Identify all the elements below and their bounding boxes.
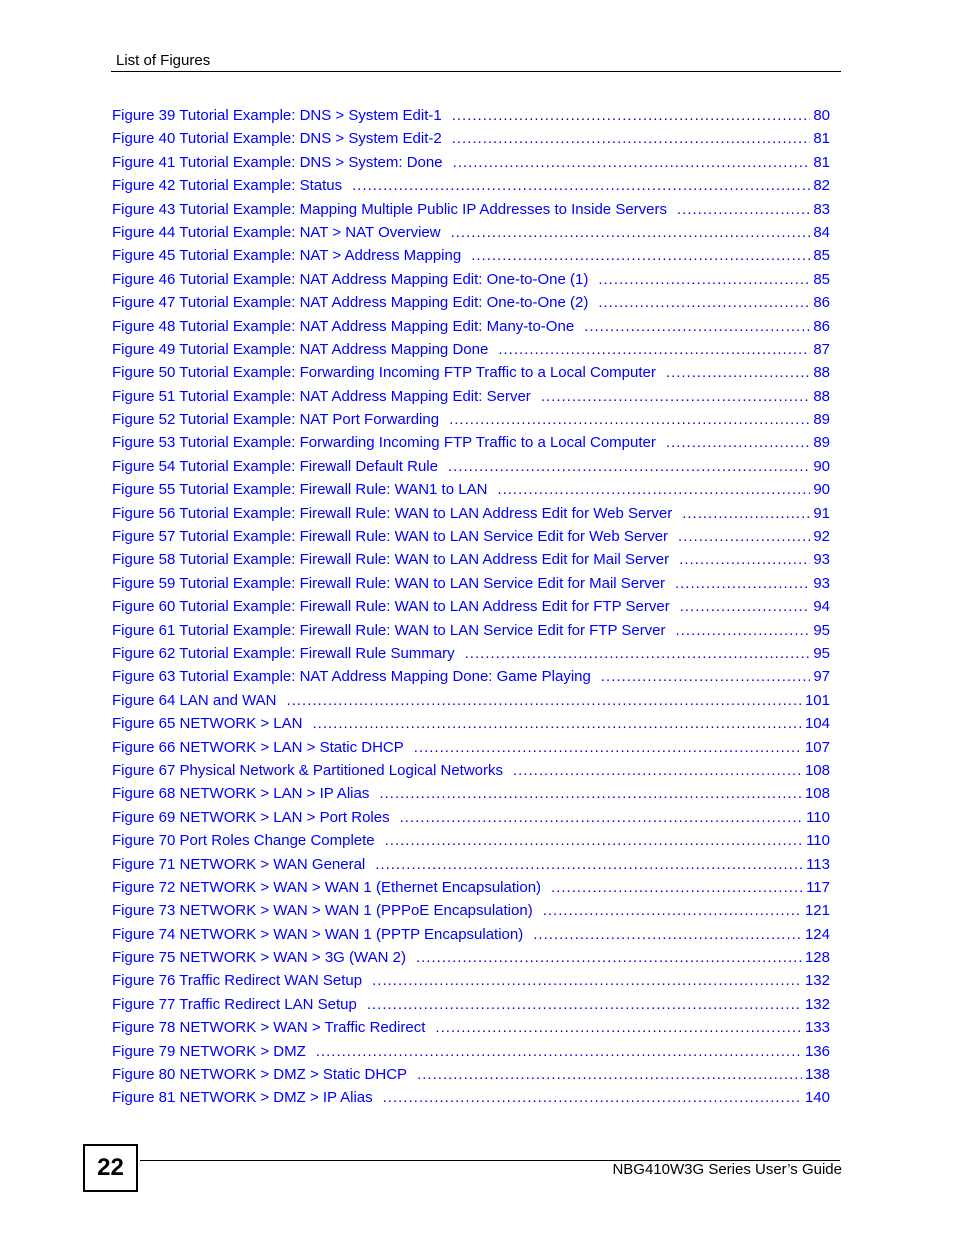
- figure-entry-title: Figure 46 Tutorial Example: NAT Address Mapping Edit: One-to-One (1): [112, 270, 589, 288]
- figure-entry-title: Figure 59 Tutorial Example: Firewall Rule: WAN to LAN Service Edit for Mail Server: [112, 574, 665, 592]
- figure-entry-title: Figure 41 Tutorial Example: DNS > System: Done: [112, 153, 443, 171]
- figure-entry-link[interactable]: [112, 1065, 830, 1088]
- figure-entry-link[interactable]: [112, 691, 830, 714]
- figure-entry-title: Figure 74 NETWORK > WAN > WAN 1 (PPTP Encapsulation): [112, 925, 524, 943]
- dot-leader: [676, 621, 811, 641]
- figure-entry-page-number: 97: [813, 668, 830, 686]
- dot-leader: [465, 644, 811, 664]
- figure-entry-page-number: 138: [804, 1066, 830, 1084]
- dot-leader: [287, 691, 802, 711]
- figure-entry-page-number: 136: [804, 1042, 830, 1060]
- dot-leader: [601, 667, 810, 687]
- figure-entry-link[interactable]: [112, 246, 830, 269]
- figure-entry-page-number: 90: [813, 481, 830, 499]
- figure-entry-page-number: 85: [813, 270, 830, 288]
- figure-entry-page-number: 95: [813, 644, 830, 662]
- dot-leader: [417, 1065, 802, 1085]
- dot-leader: [666, 363, 810, 383]
- figure-entry-link[interactable]: [112, 784, 830, 807]
- figure-entry-page-number: 108: [804, 761, 830, 779]
- figure-entry-page-number: 110: [806, 808, 830, 826]
- figure-entry-link[interactable]: [112, 340, 830, 363]
- figure-entry-link[interactable]: [112, 574, 830, 597]
- figure-entry-link[interactable]: [112, 855, 830, 878]
- figure-entry-page-number: 133: [804, 1019, 830, 1037]
- dot-leader: [598, 270, 810, 290]
- figure-entry-page-number: 132: [804, 995, 830, 1013]
- dot-leader: [498, 340, 810, 360]
- figure-entry-page-number: 81: [813, 153, 830, 171]
- dot-leader: [435, 1018, 802, 1038]
- figure-entry-link[interactable]: [112, 433, 830, 456]
- dot-leader: [680, 597, 811, 617]
- list-of-figures: [112, 106, 830, 1112]
- page-number-box: [83, 1144, 138, 1192]
- figure-entry-page-number: 92: [813, 528, 830, 546]
- figure-entry-title: Figure 80 NETWORK > DMZ > Static DHCP: [112, 1066, 408, 1084]
- dot-leader: [312, 714, 801, 734]
- figure-entry-link[interactable]: [112, 995, 830, 1018]
- figure-entry-link[interactable]: [112, 597, 830, 620]
- figure-entry-page-number: 104: [804, 715, 830, 733]
- dot-leader: [533, 925, 802, 945]
- dot-leader: [383, 1088, 802, 1108]
- figure-entry-title: Figure 77 Traffic Redirect LAN Setup: [112, 995, 357, 1013]
- dot-leader: [451, 223, 811, 243]
- dot-leader: [448, 457, 810, 477]
- dot-leader: [449, 410, 810, 430]
- figure-entry-title: Figure 72 NETWORK > WAN > WAN 1 (Ethernet Encapsulation): [112, 878, 542, 896]
- figure-entry-link[interactable]: [112, 831, 830, 854]
- figure-entry-link[interactable]: [112, 363, 830, 386]
- figure-entry-link[interactable]: [112, 901, 830, 924]
- figure-entry-page-number: 90: [813, 457, 830, 475]
- figure-entry-title: Figure 55 Tutorial Example: Firewall Rule: WAN1 to LAN: [112, 481, 488, 499]
- figure-entry-link[interactable]: [112, 223, 830, 246]
- figure-entry-title: Figure 57 Tutorial Example: Firewall Rule: WAN to LAN Service Edit for Web Server: [112, 528, 669, 546]
- figure-entry-link[interactable]: [112, 200, 830, 223]
- dot-leader: [677, 200, 810, 220]
- figure-entry-link[interactable]: [112, 270, 830, 293]
- figure-entry-title: Figure 50 Tutorial Example: Forwarding Incoming FTP Traffic to a Local Computer: [112, 364, 656, 382]
- figure-entry-page-number: 82: [813, 177, 830, 195]
- figure-entry-page-number: 89: [813, 411, 830, 429]
- figure-entry-link[interactable]: [112, 527, 830, 550]
- dot-leader: [400, 808, 803, 828]
- dot-leader: [367, 995, 802, 1015]
- figure-entry-link[interactable]: [112, 925, 830, 948]
- dot-leader: [372, 971, 802, 991]
- dot-leader: [414, 738, 802, 758]
- figure-entry-title: Figure 58 Tutorial Example: Firewall Rule: WAN to LAN Address Edit for Mail Server: [112, 551, 670, 569]
- dot-leader: [679, 550, 810, 570]
- figure-entry-link[interactable]: [112, 457, 830, 480]
- figure-entry-link[interactable]: [112, 1042, 830, 1065]
- dot-leader: [471, 246, 810, 266]
- figure-entry-title: Figure 78 NETWORK > WAN > Traffic Redirect: [112, 1019, 426, 1037]
- figure-entry-title: Figure 60 Tutorial Example: Firewall Rule: WAN to LAN Address Edit for FTP Server: [112, 598, 670, 616]
- figure-entry-title: Figure 42 Tutorial Example: Status: [112, 177, 343, 195]
- figure-entry-link[interactable]: [112, 129, 830, 152]
- figure-entry-link[interactable]: [112, 293, 830, 316]
- figure-entry-page-number: 81: [813, 130, 830, 148]
- figure-entry-title: Figure 68 NETWORK > LAN > IP Alias: [112, 785, 370, 803]
- figure-entry-title: Figure 52 Tutorial Example: NAT Port Forwarding: [112, 411, 440, 429]
- figure-entry-page-number: 113: [806, 855, 830, 873]
- figure-entry-link[interactable]: [112, 550, 830, 573]
- dot-leader: [452, 106, 811, 126]
- figure-entry-page-number: 110: [806, 832, 830, 850]
- figure-entry-link[interactable]: [112, 667, 830, 690]
- figure-entry-link[interactable]: [112, 410, 830, 433]
- figure-entry-title: Figure 67 Physical Network & Partitioned Logical Networks: [112, 761, 504, 779]
- figure-entry-title: Figure 65 NETWORK > LAN: [112, 715, 303, 733]
- figure-entry-title: Figure 70 Port Roles Change Complete: [112, 832, 375, 850]
- dot-leader: [375, 855, 803, 875]
- figure-entry-link[interactable]: [112, 714, 830, 737]
- dot-leader: [675, 574, 810, 594]
- figure-entry-link[interactable]: [112, 480, 830, 503]
- figure-entry-page-number: 101: [804, 691, 830, 709]
- figure-entry-page-number: 93: [813, 551, 830, 569]
- figure-entry-title: Figure 40 Tutorial Example: DNS > System Edit-2: [112, 130, 442, 148]
- figure-entry-title: Figure 48 Tutorial Example: NAT Address Mapping Edit: Many-to-One: [112, 317, 575, 335]
- figure-entry-title: Figure 39 Tutorial Example: DNS > System Edit-1: [112, 107, 442, 124]
- figure-entry-link[interactable]: [112, 153, 830, 176]
- figure-entry-title: Figure 64 LAN and WAN: [112, 691, 277, 709]
- figure-entry-page-number: 108: [804, 785, 830, 803]
- dot-leader: [541, 387, 811, 407]
- dot-leader: [452, 129, 811, 149]
- figure-entry-link[interactable]: [112, 1018, 830, 1041]
- page-number: 22: [97, 1154, 124, 1181]
- figure-entry-title: Figure 62 Tutorial Example: Firewall Rule Summary: [112, 644, 455, 662]
- dot-leader: [497, 480, 810, 500]
- dot-leader: [453, 153, 811, 173]
- figure-entry-page-number: 117: [806, 878, 830, 896]
- figure-entry-title: Figure 54 Tutorial Example: Firewall Default Rule: [112, 457, 438, 475]
- figure-entry-title: Figure 45 Tutorial Example: NAT > Address Mapping: [112, 247, 462, 265]
- figure-entry-link[interactable]: [112, 317, 830, 340]
- figure-entry-title: Figure 44 Tutorial Example: NAT > NAT Overview: [112, 223, 441, 241]
- figure-entry-link[interactable]: [112, 644, 830, 667]
- dot-leader: [678, 527, 810, 547]
- figure-entry-link[interactable]: [112, 808, 830, 831]
- figure-entry-title: Figure 43 Tutorial Example: Mapping Multiple Public IP Addresses to Inside Servers: [112, 200, 667, 218]
- figure-entry-page-number: 88: [813, 364, 830, 382]
- figure-entry-link[interactable]: [112, 106, 830, 129]
- figure-entry-title: Figure 66 NETWORK > LAN > Static DHCP: [112, 738, 404, 756]
- figure-entry-page-number: 121: [804, 902, 830, 920]
- dot-leader: [385, 831, 803, 851]
- figure-entry-page-number: 128: [804, 949, 830, 967]
- guide-title: NBG410W3G Series User’s Guide: [612, 1161, 842, 1178]
- dot-leader: [584, 317, 810, 337]
- figure-entry-title: Figure 81 NETWORK > DMZ > IP Alias: [112, 1089, 373, 1107]
- figure-entry-title: Figure 53 Tutorial Example: Forwarding Incoming FTP Traffic to a Local Computer: [112, 434, 656, 452]
- figure-entry-link[interactable]: [112, 878, 830, 901]
- dot-leader: [416, 948, 802, 968]
- figure-entry-title: Figure 63 Tutorial Example: NAT Address Mapping Done: Game Playing: [112, 668, 591, 686]
- figure-entry-page-number: 94: [813, 598, 830, 616]
- figure-entry-page-number: 87: [813, 340, 830, 358]
- figure-entry-link[interactable]: [112, 948, 830, 971]
- figure-entry-title: Figure 79 NETWORK > DMZ: [112, 1042, 306, 1060]
- figure-entry-page-number: 83: [813, 200, 830, 218]
- figure-entry-title: Figure 47 Tutorial Example: NAT Address Mapping Edit: One-to-One (2): [112, 294, 589, 312]
- dot-leader: [598, 293, 810, 313]
- dot-leader: [666, 433, 810, 453]
- figure-entry-title: Figure 61 Tutorial Example: Firewall Rule: WAN to LAN Service Edit for FTP Server: [112, 621, 666, 639]
- figure-entry-link[interactable]: [112, 738, 830, 761]
- figure-entry-title: Figure 75 NETWORK > WAN > 3G (WAN 2): [112, 949, 406, 967]
- section-title: List of Figures: [116, 52, 211, 69]
- dot-leader: [379, 784, 802, 804]
- figure-entry-page-number: 88: [813, 387, 830, 405]
- figure-entry-page-number: 132: [804, 972, 830, 990]
- figure-entry-link[interactable]: [112, 971, 830, 994]
- dot-leader: [543, 901, 802, 921]
- figure-entry-title: Figure 69 NETWORK > LAN > Port Roles: [112, 808, 390, 826]
- dot-leader: [316, 1042, 802, 1062]
- figure-entry-page-number: 86: [813, 294, 830, 312]
- dot-leader: [682, 504, 810, 524]
- figure-entry-link[interactable]: [112, 621, 830, 644]
- figure-entry-title: Figure 56 Tutorial Example: Firewall Rule: WAN to LAN Address Edit for Web Server: [112, 504, 673, 522]
- figure-entry-page-number: 124: [804, 925, 830, 943]
- figure-entry-link[interactable]: [112, 504, 830, 527]
- figure-entry-page-number: 84: [813, 223, 830, 241]
- figure-entry-page-number: 89: [813, 434, 830, 452]
- figure-entry-page-number: 93: [813, 574, 830, 592]
- figure-entry-page-number: 86: [813, 317, 830, 335]
- dot-leader: [513, 761, 802, 781]
- dot-leader: [551, 878, 803, 898]
- figure-entry-title: Figure 73 NETWORK > WAN > WAN 1 (PPPoE Encapsulation): [112, 902, 533, 920]
- figure-entry-page-number: 85: [813, 247, 830, 265]
- figure-entry-page-number: 107: [804, 738, 830, 756]
- figure-entry-page-number: 91: [813, 504, 830, 522]
- figure-entry-link[interactable]: [112, 387, 830, 410]
- figure-entry-title: Figure 49 Tutorial Example: NAT Address Mapping Done: [112, 340, 489, 358]
- figure-entry-title: Figure 76 Traffic Redirect WAN Setup: [112, 972, 363, 990]
- figure-entry-page-number: 80: [813, 107, 830, 124]
- figure-entry-link[interactable]: [112, 176, 830, 199]
- figure-entry-page-number: 140: [804, 1089, 830, 1107]
- figure-entry-title: Figure 71 NETWORK > WAN General: [112, 855, 366, 873]
- figure-entry-title: Figure 51 Tutorial Example: NAT Address Mapping Edit: Server: [112, 387, 531, 405]
- header-divider: [111, 71, 841, 72]
- dot-leader: [352, 176, 810, 196]
- figure-entry-link[interactable]: [112, 761, 830, 784]
- figure-entry-page-number: 95: [813, 621, 830, 639]
- figure-entry-link[interactable]: [112, 1088, 830, 1111]
